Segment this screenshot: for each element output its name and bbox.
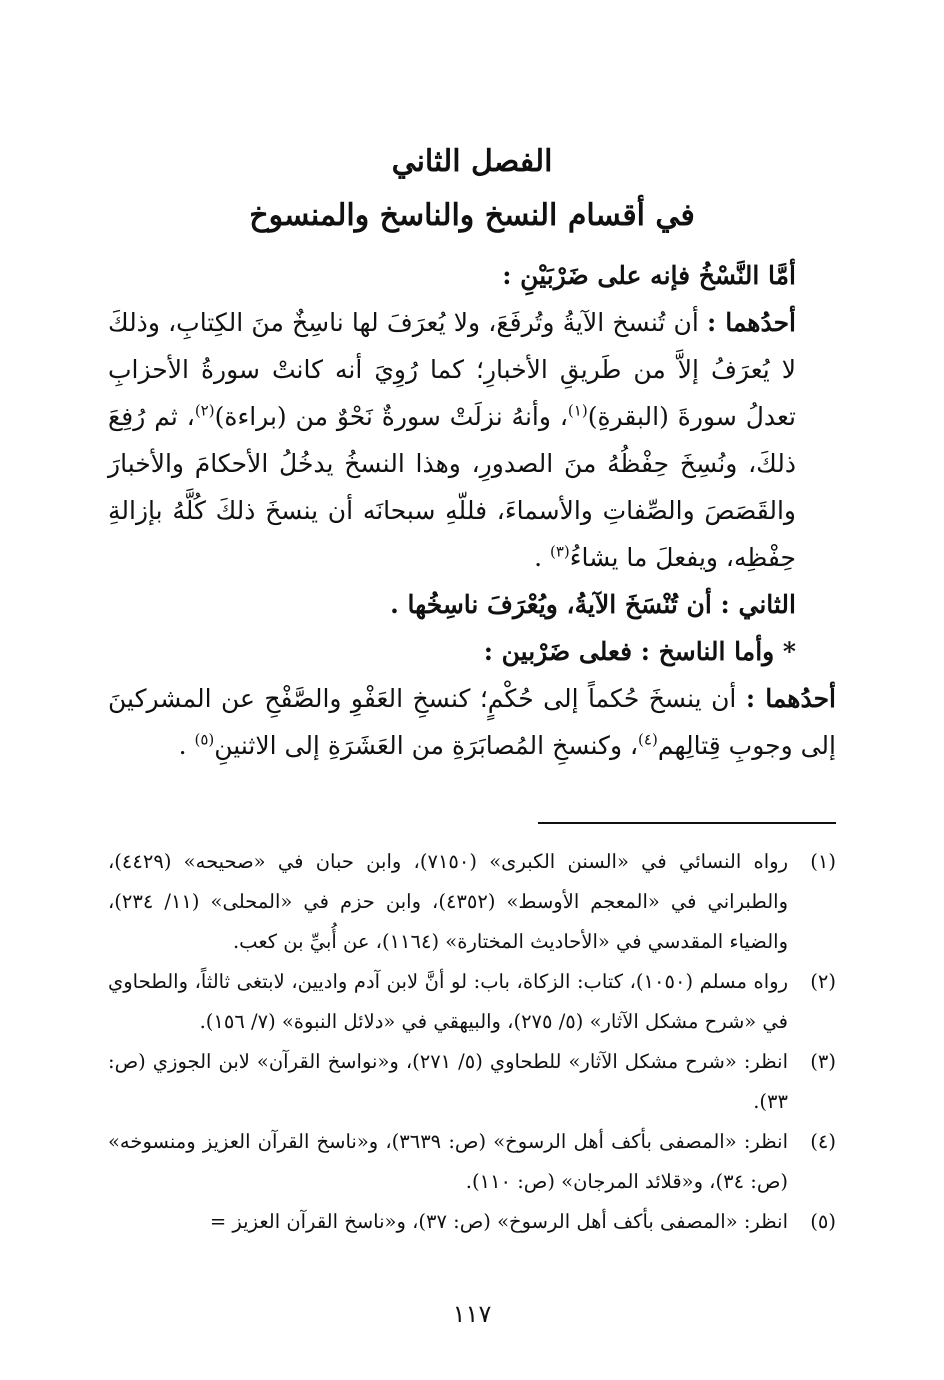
footnote-text: انظر: «المصفى بأكف أهل الرسوخ» (ص: ٣٧)، و«ناسخ القرآن العزيز = (209, 1210, 788, 1233)
footnote-ref-4[interactable]: (٤) (638, 730, 658, 749)
footnote-2 (108, 962, 836, 1042)
chapter-subtitle: في أقسام النسخ والناسخ والمنسوخ (249, 198, 695, 233)
paragraph-first-type (108, 299, 836, 581)
footnote-text: رواه النسائي في «السنن الكبرى» (٧١٥٠)، وابن حبان في «صحيحه» (٤٤٢٩)، والطبراني في «المعجم الأوسط» (٤٣٥٢)، وابن حزم في «المحلى» (١١/ ٢٣٤)، والضياء المقدسي في «الأحاديث المختارة» (١١٦٤)، عن أُبيِّ بن كعب. (108, 850, 788, 953)
footnote-3 (108, 1042, 836, 1122)
footnote-ref-5[interactable]: (٥) (194, 730, 215, 749)
footnotes-section (108, 842, 836, 1242)
intro-paragraph: أمَّا النَّسْخُ فإنه على ضَرْبَيْنِ : (502, 261, 796, 290)
footnote-number: (١) (810, 850, 836, 873)
paragraph-label: أحدُهما : (745, 684, 837, 713)
paragraph-end: . (178, 731, 195, 760)
footnote-4 (108, 1122, 836, 1202)
footnote-ref-3[interactable]: (٣) (549, 542, 570, 561)
paragraph-end: . (534, 543, 550, 572)
footnote-number: (٥) (810, 1210, 836, 1233)
footnote-divider (538, 822, 836, 824)
footnote-ref-2[interactable]: (٢) (194, 401, 215, 420)
footnote-ref-1[interactable]: (١) (567, 401, 588, 420)
paragraph-text: أن ينسخَ حُكماً إلى حُكْمٍ؛ كنسخِ العَفْوِ والصَّفْحِ عن المشركينَ إلى وجوبِ قِتالِهم (108, 684, 836, 760)
paragraph-text: ، وكنسخِ المُصابَرَةِ من العَشَرَةِ إلى الاثنينِ (214, 731, 639, 760)
footnote-number: (٢) (810, 970, 836, 993)
page-number: ١١٧ (452, 1300, 492, 1328)
paragraph-text: أن تُنسخ الآيةُ وتُرفَعَ، ولا يُعرَفَ لها ناسِخٌ منَ الكِتابِ، وذلكَ لا يُعرَفُ إلاَّ من طَريقِ الأخبارِ؛ كما رُوِيَ أنه كانتْ سورةُ الأحزابِ تعدلُ سورةَ (البقرةِ) (108, 308, 797, 431)
footnote-text: انظر: «شرح مشكل الآثار» للطحاوي (٥/ ٢٧١)، و«نواسخ القرآن» لابن الجوزي (ص: ٣٣). (108, 1050, 788, 1113)
paragraph-abrogator-first (108, 675, 836, 769)
footnote-text: رواه مسلم (١٠٥٠)، كتاب: الزكاة، باب: لو أنَّ لابن آدم واديين، لابتغى ثالثاً، والطحاوي في «شرح مشكل الآثار» (٥/ ٢٧٥)، والبيهقي في «دلائل النبوة» (٧/ ١٥٦). (108, 970, 788, 1033)
footnote-5 (108, 1202, 836, 1242)
footnote-number: (٣) (810, 1050, 836, 1073)
footnote-text: انظر: «المصفى بأكف أهل الرسوخ» (ص: ٣٦٣٩)، و«ناسخ القرآن العزيز ومنسوخه» (ص: ٣٤)، و«قلائد المرجان» (ص: ١١٠). (108, 1130, 788, 1193)
main-text (108, 252, 836, 769)
footnote-number: (٤) (810, 1130, 836, 1153)
paragraph-label: أحدُهما : (707, 308, 796, 337)
paragraph-text: ، ثم رُفِعَ ذلكَ، ونُسِخَ حِفْظُهُ منَ الصدورِ، وهذا النسخُ يدخُلُ الأحكامَ والأخبارَ والقَصَصَ والصِّفاتِ والأسماءَ، فللّهِ سبحانَه أن ينسخَ ذلكَ كُلَّهُ بإزالةِ حِفْظِه، ويفعلَ ما يشاءُ (108, 402, 796, 572)
paragraph-text: ، وأنهُ نزلَتْ سورةٌ نَحْوٌ من (براءة) (214, 402, 568, 431)
chapter-title: الفصل الثاني (391, 144, 553, 179)
footnote-1 (108, 842, 836, 962)
abrogator-heading: * وأما الناسخ : فعلى ضَرْبين : (483, 637, 796, 666)
paragraph-second-type: الثاني : أن تُنْسَخَ الآيةُ، ويُعْرَفَ ناسِخُها . (390, 590, 796, 619)
